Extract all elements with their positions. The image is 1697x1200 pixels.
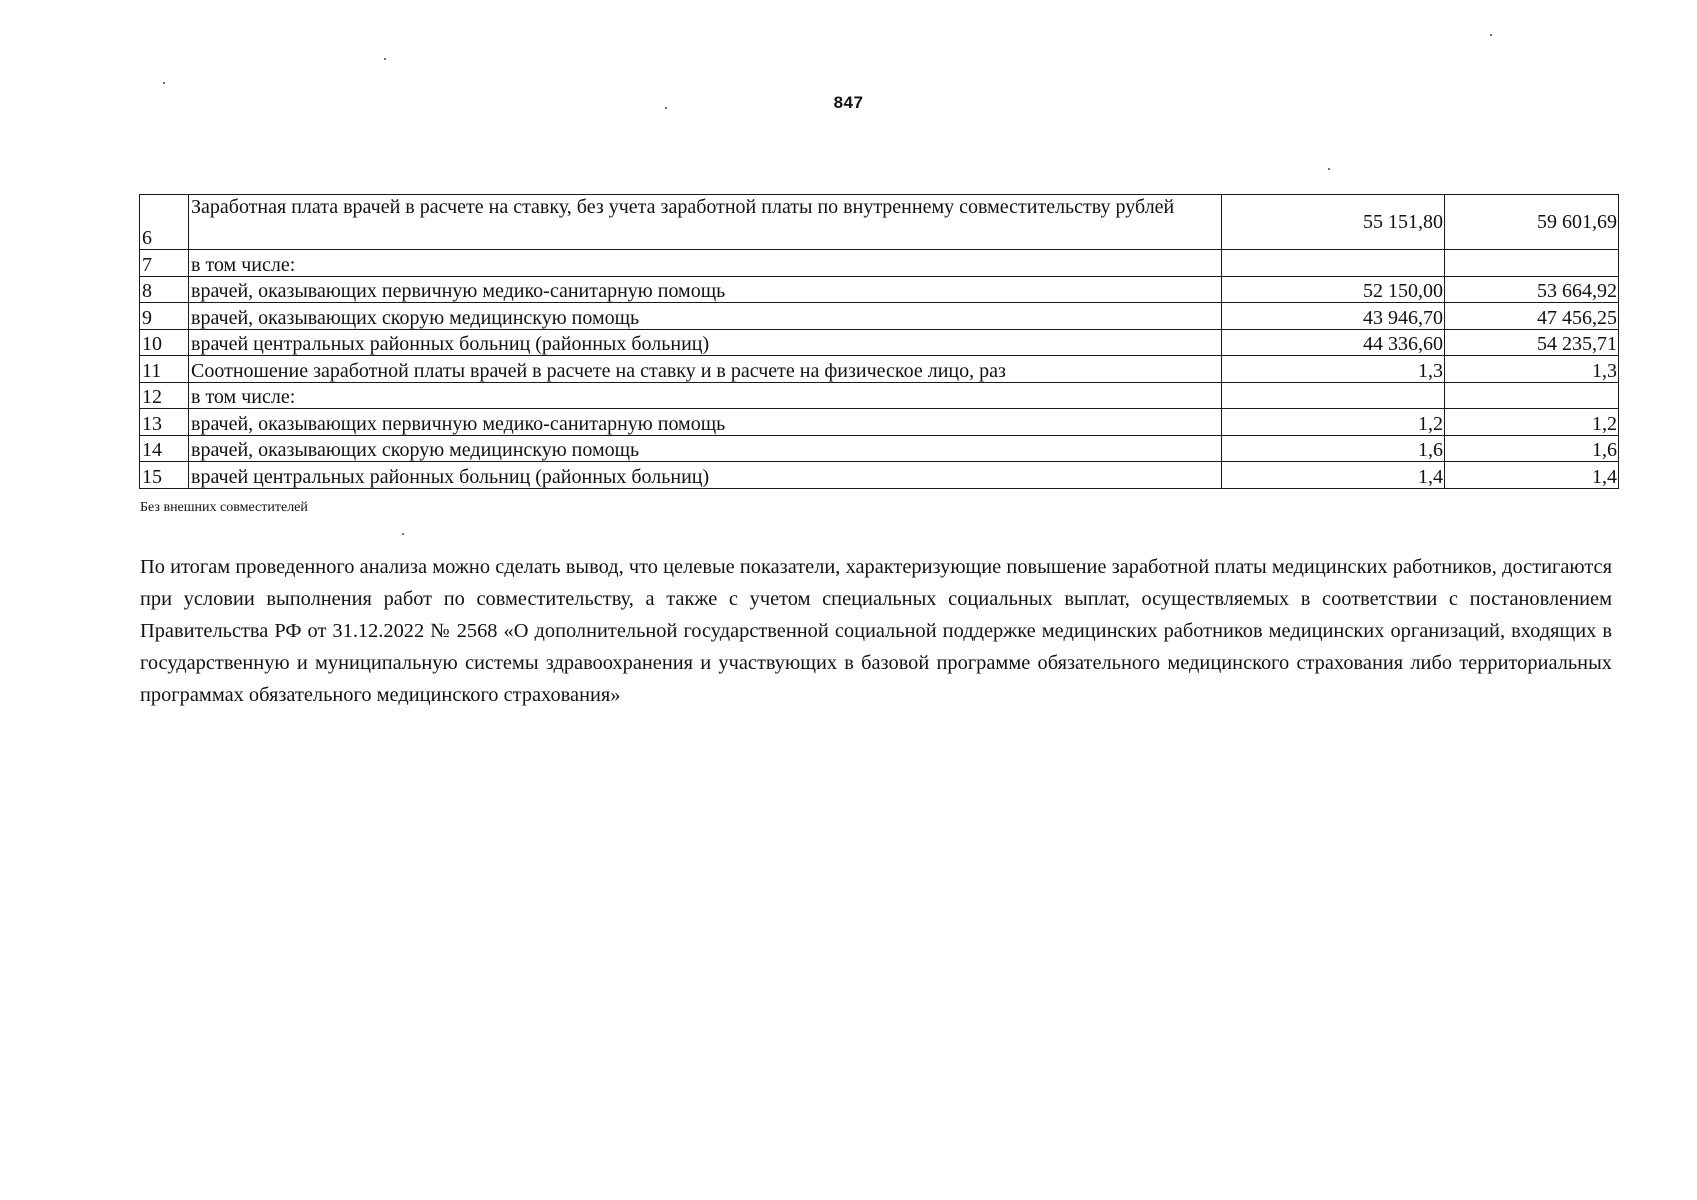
scan-speck bbox=[163, 82, 165, 84]
row-number: 7 bbox=[140, 250, 189, 277]
row-label: в том числе: bbox=[189, 250, 1222, 277]
table-row bbox=[140, 382, 1619, 409]
scan-speck bbox=[1328, 168, 1330, 170]
table-row bbox=[140, 435, 1619, 462]
value-col-2: 54 235,71 bbox=[1445, 329, 1619, 356]
value-col-1: 55 151,80 bbox=[1222, 195, 1445, 250]
row-label: врачей, оказывающих скорую медицинскую помощь bbox=[189, 435, 1222, 462]
table-row bbox=[140, 462, 1619, 489]
value-col-2: 47 456,25 bbox=[1445, 303, 1619, 330]
value-col-2: 1,3 bbox=[1445, 356, 1619, 383]
value-col-1: 52 150,00 bbox=[1222, 276, 1445, 303]
row-label: врачей, оказывающих первичную медико-санитарную помощь bbox=[189, 276, 1222, 303]
row-number: 14 bbox=[140, 435, 189, 462]
table-row bbox=[140, 195, 1619, 250]
value-col-1: 1,6 bbox=[1222, 435, 1445, 462]
page-number: 847 bbox=[833, 93, 864, 112]
row-number: 11 bbox=[140, 356, 189, 383]
row-number: 12 bbox=[140, 382, 189, 409]
table-row bbox=[140, 329, 1619, 356]
value-col-1: 1,3 bbox=[1222, 356, 1445, 383]
value-col-1: 43 946,70 bbox=[1222, 303, 1445, 330]
value-col-1: 1,4 bbox=[1222, 462, 1445, 489]
row-label: врачей центральных районных больниц (районных больниц) bbox=[189, 329, 1222, 356]
table-row bbox=[140, 303, 1619, 330]
row-number: 13 bbox=[140, 409, 189, 436]
row-number: 15 bbox=[140, 462, 189, 489]
row-number: 9 bbox=[140, 303, 189, 330]
value-col-2: 1,4 bbox=[1445, 462, 1619, 489]
value-col-2: 53 664,92 bbox=[1445, 276, 1619, 303]
value-col-1: 1,2 bbox=[1222, 409, 1445, 436]
value-col-2: 1,6 bbox=[1445, 435, 1619, 462]
row-label: Соотношение заработной платы врачей в расчете на ставку и в расчете на физическое лицо, раз bbox=[189, 356, 1222, 383]
scan-speck bbox=[665, 107, 667, 109]
row-number: 10 bbox=[140, 329, 189, 356]
scan-speck bbox=[1490, 34, 1492, 36]
value-col-1 bbox=[1222, 250, 1445, 277]
scan-speck bbox=[384, 58, 386, 60]
table-row bbox=[140, 276, 1619, 303]
value-col-2 bbox=[1445, 250, 1619, 277]
value-col-2 bbox=[1445, 382, 1619, 409]
row-label: врачей, оказывающих скорую медицинскую помощь bbox=[189, 303, 1222, 330]
table-row bbox=[140, 409, 1619, 436]
value-col-1: 44 336,60 bbox=[1222, 329, 1445, 356]
row-label: Заработная плата врачей в расчете на ставку, без учета заработной платы по внутреннему совместительству рублей bbox=[189, 195, 1222, 250]
row-label: в том числе: bbox=[189, 382, 1222, 409]
row-number: 6 bbox=[140, 195, 189, 250]
table-row bbox=[140, 356, 1619, 383]
row-label: врачей центральных районных больниц (районных больниц) bbox=[189, 462, 1222, 489]
row-label: врачей, оказывающих первичную медико-санитарную помощь bbox=[189, 409, 1222, 436]
value-col-2: 59 601,69 bbox=[1445, 195, 1619, 250]
value-col-2: 1,2 bbox=[1445, 409, 1619, 436]
scan-speck bbox=[402, 533, 404, 535]
value-col-1 bbox=[1222, 382, 1445, 409]
table-row bbox=[140, 250, 1619, 277]
table-footnote: Без внешних совместителей bbox=[140, 500, 308, 515]
row-number: 8 bbox=[140, 276, 189, 303]
conclusion-paragraph: По итогам проведенного анализа можно сделать вывод, что целевые показатели, характеризующие повышение заработной платы медицинских работников, достигаются при условии выполнения работ по совместительству, а также с учетом специальных социальных выплат, осуществляемых в соответствии с постановлением Правительства РФ от 31.12.2022 № 2568 «О дополнительной государственной социальной поддержке медицинских работников медицинских организаций, входящих в государственную и муниципальную системы здравоохранения и участвующих в базовой программе обязательного медицинского страхования либо территориальных программах обязательного медицинского страхования» bbox=[140, 556, 1612, 706]
wage-table bbox=[139, 194, 1619, 489]
